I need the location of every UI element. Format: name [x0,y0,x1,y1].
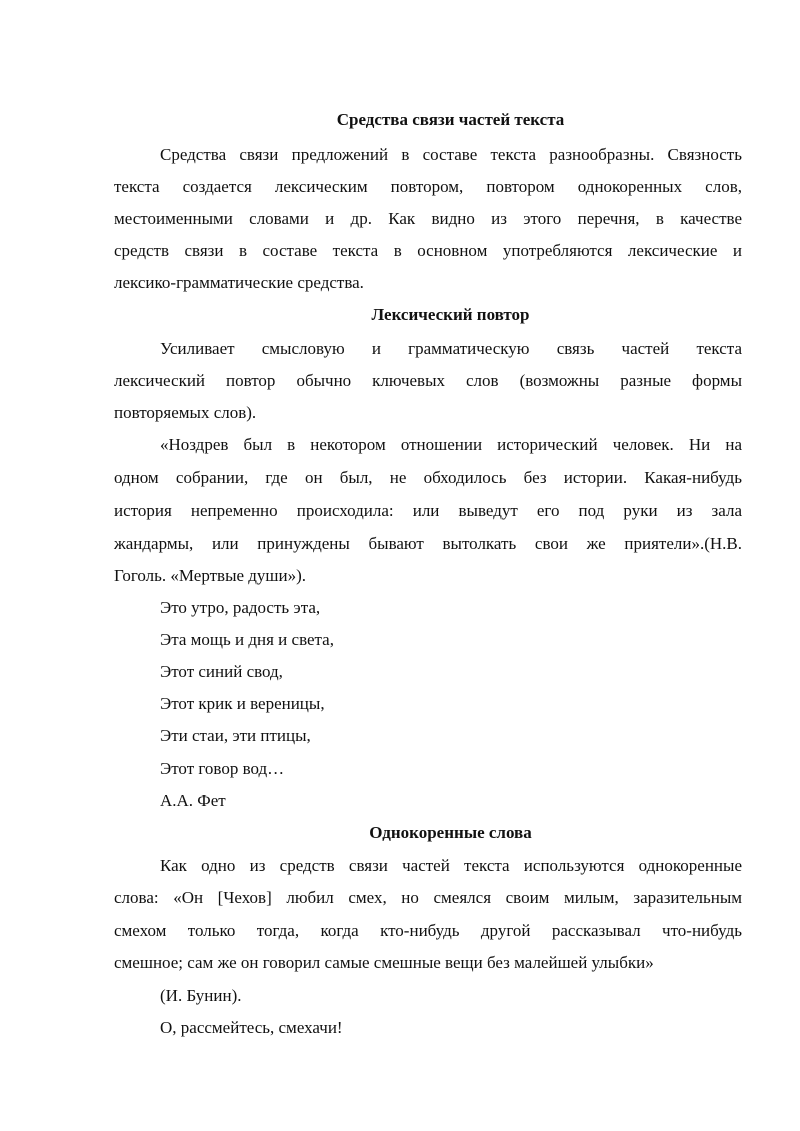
section-heading-cognate-words: Однокоренные слова [369,823,532,842]
poem-author: А.А. Фет [160,791,226,810]
citation-bunin: (И. Бунин). [160,986,242,1005]
text-line: жандармы, или принуждены бывают вытолкать свои же приятели».(Н.В. [114,534,742,553]
section-heading-means-of-connection: Средства связи частей текста [336,110,565,129]
text-line: средств связи в составе текста в основном употребляются лексические и [114,241,742,260]
text-line: смешное; сам же он говорил самые смешные вещи без малейшей улыбки» [114,953,654,972]
section-heading-lexical-repetition: Лексический повтор [371,305,530,324]
text-line: Средства связи предложений в составе текста разнообразны. Связность [160,145,742,164]
text-line: одном собрании, где он был, не обходилось без истории. Какая-нибудь [114,468,742,487]
poem-line: Это утро, радость эта, [160,598,321,617]
text-line: смехом только тогда, когда кто-нибудь другой рассказывал что-нибудь [114,921,742,940]
poem-line: О, рассмейтесь, смехачи! [160,1018,343,1037]
poem-line: Эти стаи, эти птицы, [160,726,311,745]
text-line: повторяемых слов). [114,403,257,422]
text-line: местоименными словами и др. Как видно из этого перечня, в качестве [114,209,742,228]
text-line: история непременно происходила: или выведут его под руки из зала [114,501,742,520]
text-line: лексический повтор обычно ключевых слов (возможны разные формы [114,371,742,390]
poem-line: Этот синий свод, [160,662,283,681]
text-line: текста создается лексическим повтором, повтором однокоренных слов, [114,177,742,196]
poem-line: Этот крик и вереницы, [160,694,325,713]
poem-line: Эта мощь и дня и света, [160,630,334,649]
poem-line: Этот говор вод… [160,759,285,778]
text-line: Усиливает смысловую и грамматическую связь частей текста [160,339,742,358]
text-line: «Ноздрев был в некотором отношении исторический человек. Ни на [160,435,742,454]
text-line: Гоголь. «Мертвые души»). [114,566,307,585]
document-page [114,0,742,1131]
text-line: лексико-грамматические средства. [114,273,364,292]
text-line: Как одно из средств связи частей текста используются однокоренные [160,856,742,875]
text-line: слова: «Он [Чехов] любил смех, но смеялся своим милым, заразительным [114,888,742,907]
